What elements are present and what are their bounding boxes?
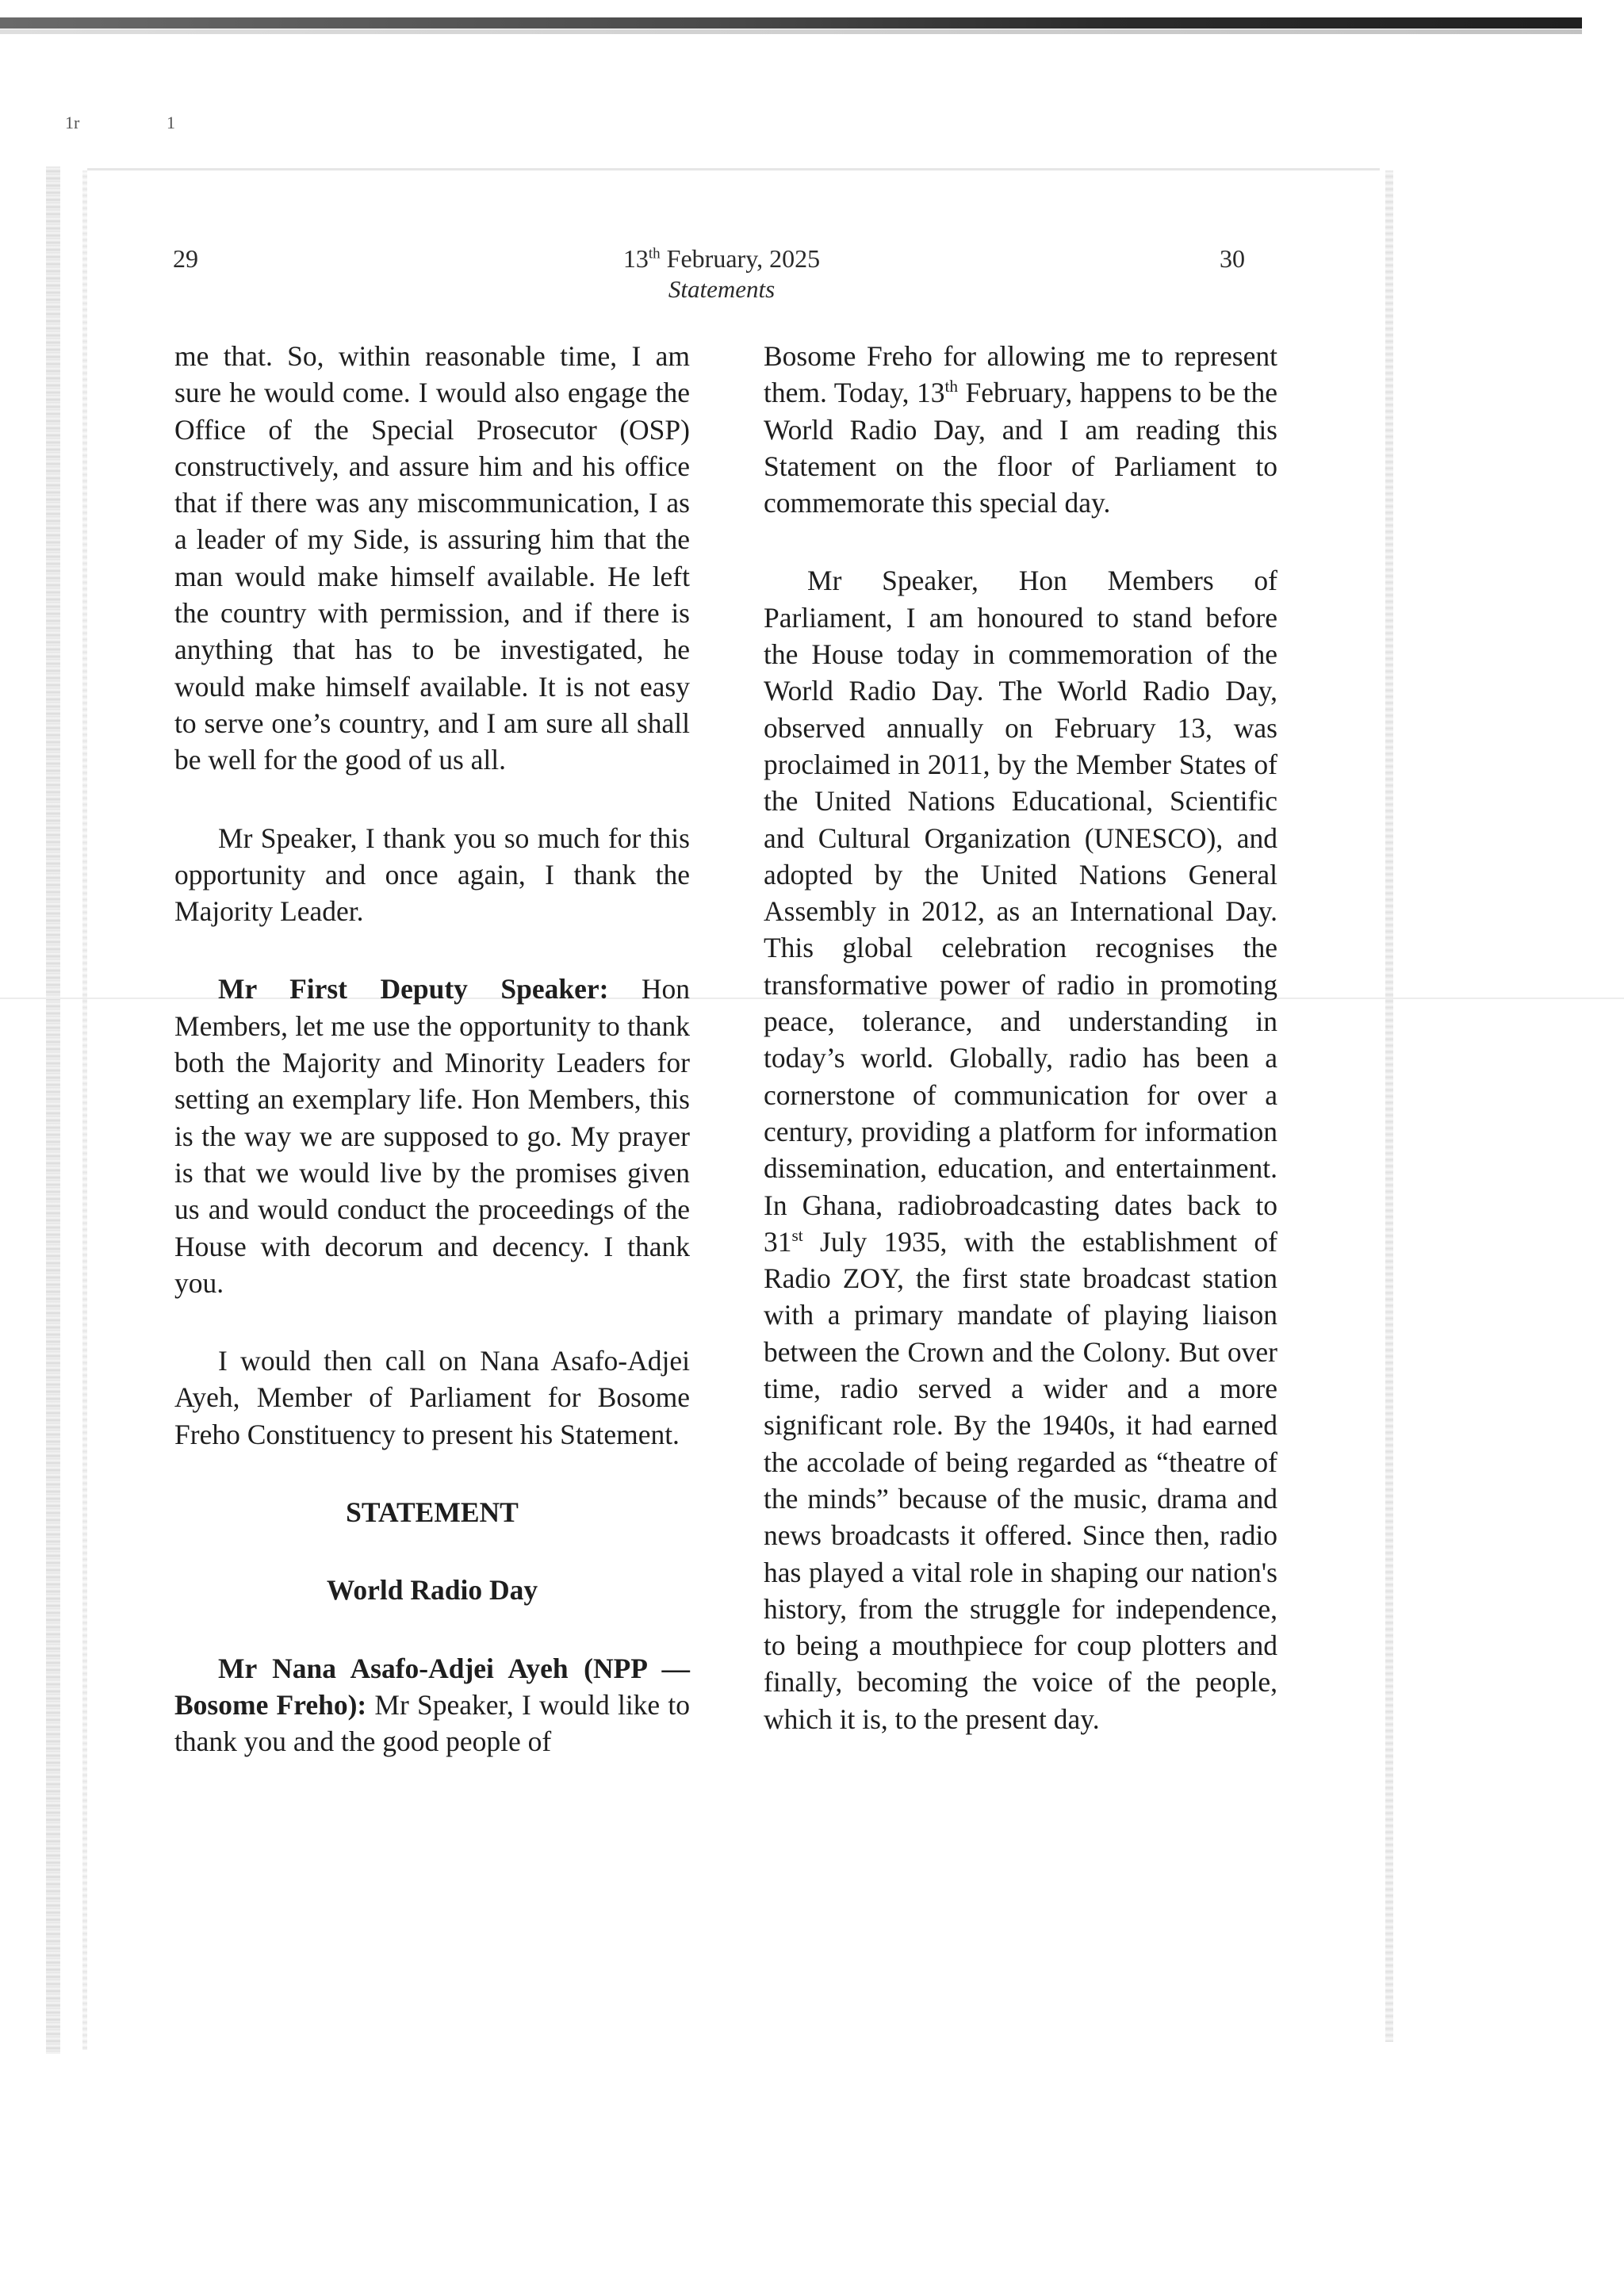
- speaker-paragraph: Mr First Deputy Speaker: Hon Members, let me use the opportunity to thank both the Majority and Minority Leaders for setting an exemplary life. Hon Members, this is the way we are supposed to go. My prayer is that we would live by the promises given us and would conduct the proceedings of the House with decorum and decency. I thank you.: [174, 973, 691, 1299]
- header-section: Statements: [668, 275, 776, 303]
- scan-page-right-edge: [1385, 170, 1393, 2042]
- paragraph: Bosome Freho for allowing me to represent them. Today, 13th February, happens to be the World Radio Day, and I am reading this Statement on the floor of Parliament to commemorate this special day.: [764, 340, 1277, 519]
- speaker-paragraph: Mr Nana Asafo-Adjei Ayeh (NPP — Bosome Freho): Mr Speaker, I would like to thank you and the good people of: [174, 1652, 691, 1758]
- scan-left-edge: [46, 167, 60, 2054]
- scan-page-top-edge: [87, 168, 1380, 170]
- statement-heading: STATEMENT: [346, 1496, 519, 1529]
- paragraph: me that. So, within reasonable time, I am sure he would come. I would also engage the Office of the Special Prosecutor (OSP) constructively, and assure him and his office that if there was any miscommunication, I as a leader of my Side, is assuring him that the man would make himself available. He left the country with permission, and if there is anything that has to be investigated, he would make himself available. It is not easy to serve one’s country, and I am sure all shall be well for the good of us all.: [174, 340, 690, 776]
- scan-page-left-edge: [82, 170, 87, 2050]
- paragraph: I would then call on Nana Asafo-Adjei Ayeh, Member of Parliament for Bosome Freho Constituency to present his Statement.: [174, 1345, 690, 1450]
- header-date: 13th February, 2025: [622, 244, 821, 273]
- speaker-name: Mr Nana Asafo-Adjei Ayeh (NPP — Bosome Freho):: [174, 1652, 690, 1721]
- page-header: [508, 243, 936, 304]
- paragraph: Mr Speaker, Hon Members of Parliament, I am honoured to stand before the House today in commemoration of the World Radio Day. The World Radio Day, observed annually on February 13, was proclaimed in 2011, by the Member States of the United Nations Educational, Scientific and Cultural Organization (UNESCO), and adopted by the United Nations General Assembly in 2012, as an International Day. This global celebration recognises the transformative power of radio in promoting peace, tolerance, and understanding in today’s world. Globally, radio has been a cornerstone of communication for over a century, providing a platform for information dissemination, education, and entertainment. In Ghana, radiobroadcasting dates back to 31st July 1935, with the establishment of Radio ZOY, the first state broadcast station with a primary mandate of playing liaison between the Crown and the Colony. But over time, radio served a wider and a more significant role. By the 1940s, it had earned the accolade of being regarded as “theatre of the minds” because of the music, drama and news broadcasts it offered. Since then, radio has played a vital role in shaping our nation's history, from the struggle for independence, to being a mouthpiece for coup plotters and finally, becoming the voice of the people, which it is, to the present day.: [764, 565, 1277, 1735]
- statement-title: World Radio Day: [326, 1574, 538, 1607]
- scan-top-border: [0, 17, 1582, 29]
- speaker-name: Mr First Deputy Speaker:: [218, 973, 609, 1005]
- scan-top-shadow: [0, 29, 1582, 34]
- paragraph: Mr Speaker, I thank you so much for this opportunity and once again, I thank the Majority Leader.: [174, 822, 690, 928]
- scan-corner-mark-right: 1: [167, 113, 175, 132]
- page-number-left: 29: [173, 244, 198, 273]
- scan-corner-mark-left: 1r: [65, 113, 80, 132]
- page-number-right: 30: [1220, 244, 1245, 273]
- left-column: [174, 338, 690, 1760]
- right-column: [764, 338, 1277, 1737]
